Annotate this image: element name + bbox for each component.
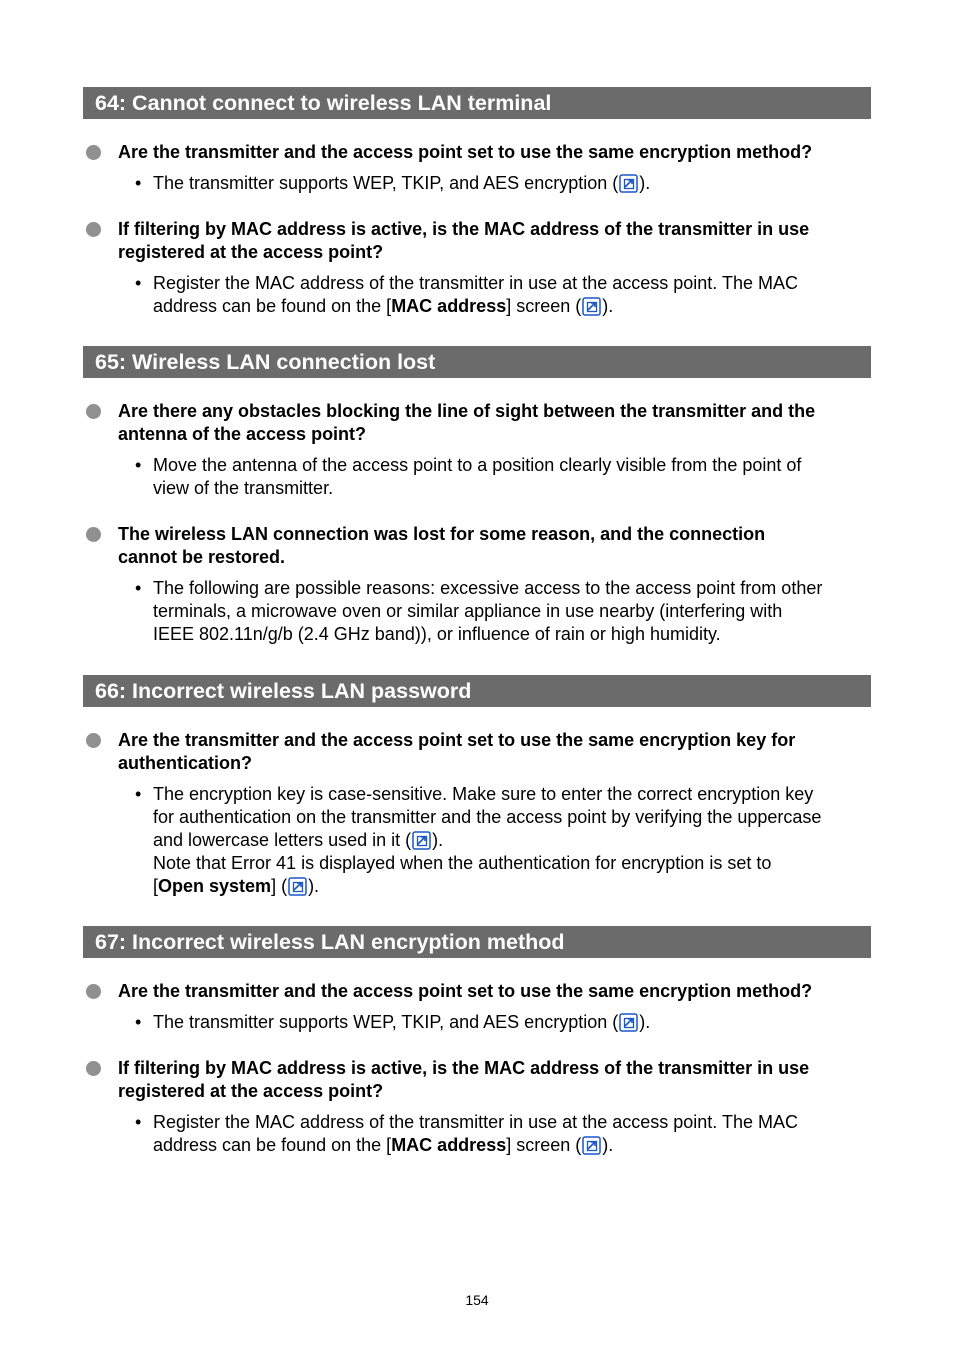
reference-link-icon[interactable] [619, 1013, 638, 1032]
question-text: Are there any obstacles blocking the line of sight between the transmitter and the antenna of the access point? [118, 401, 816, 444]
question-text: Are the transmitter and the access point set to use the same encryption key for authentication? [118, 730, 796, 773]
question-text: Are the transmitter and the access point set to use the same encryption method? [118, 981, 813, 1001]
section-header-67: 67: Incorrect wireless LAN encryption method [83, 926, 871, 958]
question-bullet [86, 527, 101, 542]
answer-bullet: • [135, 1112, 142, 1132]
section-header-65: 65: Wireless LAN connection lost [83, 346, 871, 378]
answer-text: Register the MAC address of the transmitter in use at the access point. The MAC address can be found on the [MAC address] screen ( ). [153, 273, 798, 316]
answer-bullet: • [135, 578, 142, 598]
question-bullet [86, 733, 101, 748]
answer-bullet: • [135, 173, 142, 193]
answer-text: The transmitter supports WEP, TKIP, and AES encryption ( ). [153, 173, 651, 193]
reference-link-icon[interactable] [412, 831, 431, 850]
answer-bullet: • [135, 455, 142, 475]
answer-text: The transmitter supports WEP, TKIP, and AES encryption ( ). [153, 1012, 651, 1032]
page-number: 154 [465, 1292, 489, 1308]
question-text: If filtering by MAC address is active, is the MAC address of the transmitter in use registered at the access point? [118, 1058, 810, 1101]
question-text: If filtering by MAC address is active, is the MAC address of the transmitter in use registered at the access point? [118, 219, 810, 262]
reference-link-icon[interactable] [582, 1136, 601, 1155]
reference-link-icon[interactable] [582, 297, 601, 316]
question-bullet [86, 1061, 101, 1076]
answer-bullet: • [135, 784, 142, 804]
answer-text: Move the antenna of the access point to a position clearly visible from the point of view of the transmitter. [153, 455, 802, 498]
question-text: Are the transmitter and the access point set to use the same encryption method? [118, 142, 813, 162]
question-bullet [86, 404, 101, 419]
answer-bullet: • [135, 1012, 142, 1032]
section-header-64: 64: Cannot connect to wireless LAN terminal [83, 87, 871, 119]
answer-text: The following are possible reasons: excessive access to the access point from other terminals, a microwave oven or similar appliance in use nearby (interfering with IEEE 802.11n/g/b (2.4 GHz band)), or influence of rain or high humidity. [153, 578, 823, 644]
reference-link-icon[interactable] [619, 174, 638, 193]
section-header-66: 66: Incorrect wireless LAN password [83, 675, 871, 707]
question-text: The wireless LAN connection was lost for some reason, and the connection cannot be restored. [118, 524, 766, 567]
answer-text: Register the MAC address of the transmitter in use at the access point. The MAC address can be found on the [MAC address] screen ( ). [153, 1112, 798, 1155]
question-bullet [86, 145, 101, 160]
question-bullet [86, 222, 101, 237]
question-bullet [86, 984, 101, 999]
answer-bullet: • [135, 273, 142, 293]
answer-text: The encryption key is case-sensitive. Make sure to enter the correct encryption key for authentication on the transmitter and the access point by verifying the uppercase and lowercase letters used in it ( ). Note that Error 41 is displayed when the authentication for encryption is set to [Open system] ( ). [153, 784, 822, 896]
reference-link-icon[interactable] [288, 877, 307, 896]
